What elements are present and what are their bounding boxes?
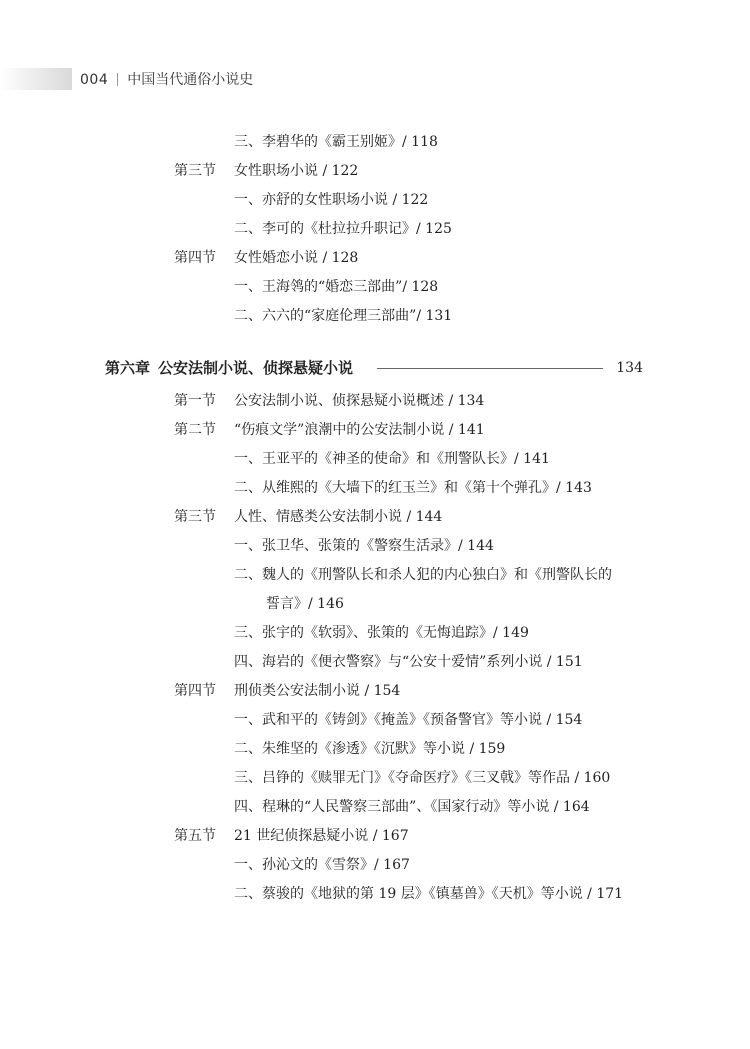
book-title: 中国当代通俗小说史 (127, 72, 254, 88)
toc-item: 三、李碧华的《霸王别姬》/ 118 (234, 134, 438, 150)
toc-section (174, 248, 358, 268)
section-label: 第四节 (174, 683, 216, 699)
toc-item: 二、蔡骏的《地狱的第 19 层》《镇墓兽》《天机》等小说 / 171 (234, 886, 624, 902)
section-label: 第四节 (174, 250, 216, 266)
toc-item: 一、武和平的《铸剑》《掩盖》《预备警官》等小说 / 154 (234, 712, 583, 728)
toc-item: 一、张卫华、张策的《警察生活录》/ 144 (234, 538, 494, 554)
page-number: 004 (80, 72, 109, 88)
section-label: 第五节 (174, 828, 216, 844)
section-title: 人性、情感类公安法制小说 / 144 (234, 509, 443, 525)
toc-item: 二、李可的《杜拉拉升职记》/ 125 (234, 221, 452, 237)
toc-section (174, 507, 442, 527)
toc-item: 二、六六的“家庭伦理三部曲”/ 131 (234, 308, 453, 324)
section-title: 公安法制小说、侦探悬疑小说概述 / 134 (234, 393, 485, 409)
chapter-label: 第六章 (105, 359, 151, 377)
header-gradient-bar (0, 68, 72, 90)
running-header (80, 70, 253, 90)
chapter-page: 134 (616, 360, 643, 376)
header-separator (117, 73, 118, 86)
section-title: 刑侦类公安法制小说 / 154 (234, 683, 401, 699)
toc-item: 一、王海鸰的“婚恋三部曲”/ 128 (234, 279, 439, 295)
chapter-title: 公安法制小说、侦探悬疑小说 (158, 359, 354, 377)
toc-item-continuation: 誓言》/ 146 (266, 596, 344, 612)
toc-item: 二、魏人的《刑警队长和杀人犯的内心独白》和《刑警队长的 (234, 567, 612, 583)
toc-item: 四、程琳的“人民警察三部曲”、《国家行动》等小说 / 164 (234, 799, 590, 815)
toc-section (174, 161, 358, 181)
section-label: 第二节 (174, 422, 216, 438)
toc-item: 二、从维熙的《大墙下的红玉兰》和《第十个弹孔》/ 143 (234, 480, 592, 496)
chapter-heading (105, 357, 643, 379)
section-label: 第三节 (174, 509, 216, 525)
toc-item: 四、海岩的《便衣警察》与“公安十爱情”系列小说 / 151 (234, 654, 583, 670)
section-label: 第三节 (174, 163, 216, 179)
toc-section (174, 826, 409, 846)
toc-item: 一、王亚平的《神圣的使命》和《刑警队长》/ 141 (234, 451, 550, 467)
toc-item: 三、张宇的《软弱》、张策的《无悔追踪》/ 149 (234, 625, 529, 641)
toc-item: 一、孙沁文的《雪祭》/ 167 (234, 857, 410, 873)
toc-section (174, 391, 484, 411)
section-title: “伤痕文学”浪潮中的公安法制小说 / 141 (234, 422, 485, 438)
section-label: 第一节 (174, 393, 216, 409)
toc-item: 一、亦舒的女性职场小说 / 122 (234, 192, 429, 208)
section-title: 女性婚恋小说 / 128 (234, 250, 359, 266)
toc-item: 三、吕铮的《赎罪无门》《夺命医疗》《三叉戟》等作品 / 160 (234, 770, 611, 786)
section-title: 女性职场小说 / 122 (234, 163, 359, 179)
section-title: 21 世纪侦探悬疑小说 / 167 (234, 828, 409, 844)
toc-section (174, 420, 485, 440)
toc-section (174, 681, 400, 701)
chapter-leader-rule (377, 368, 603, 369)
toc-item: 二、朱维坚的《渗透》《沉默》等小说 / 159 (234, 741, 506, 757)
